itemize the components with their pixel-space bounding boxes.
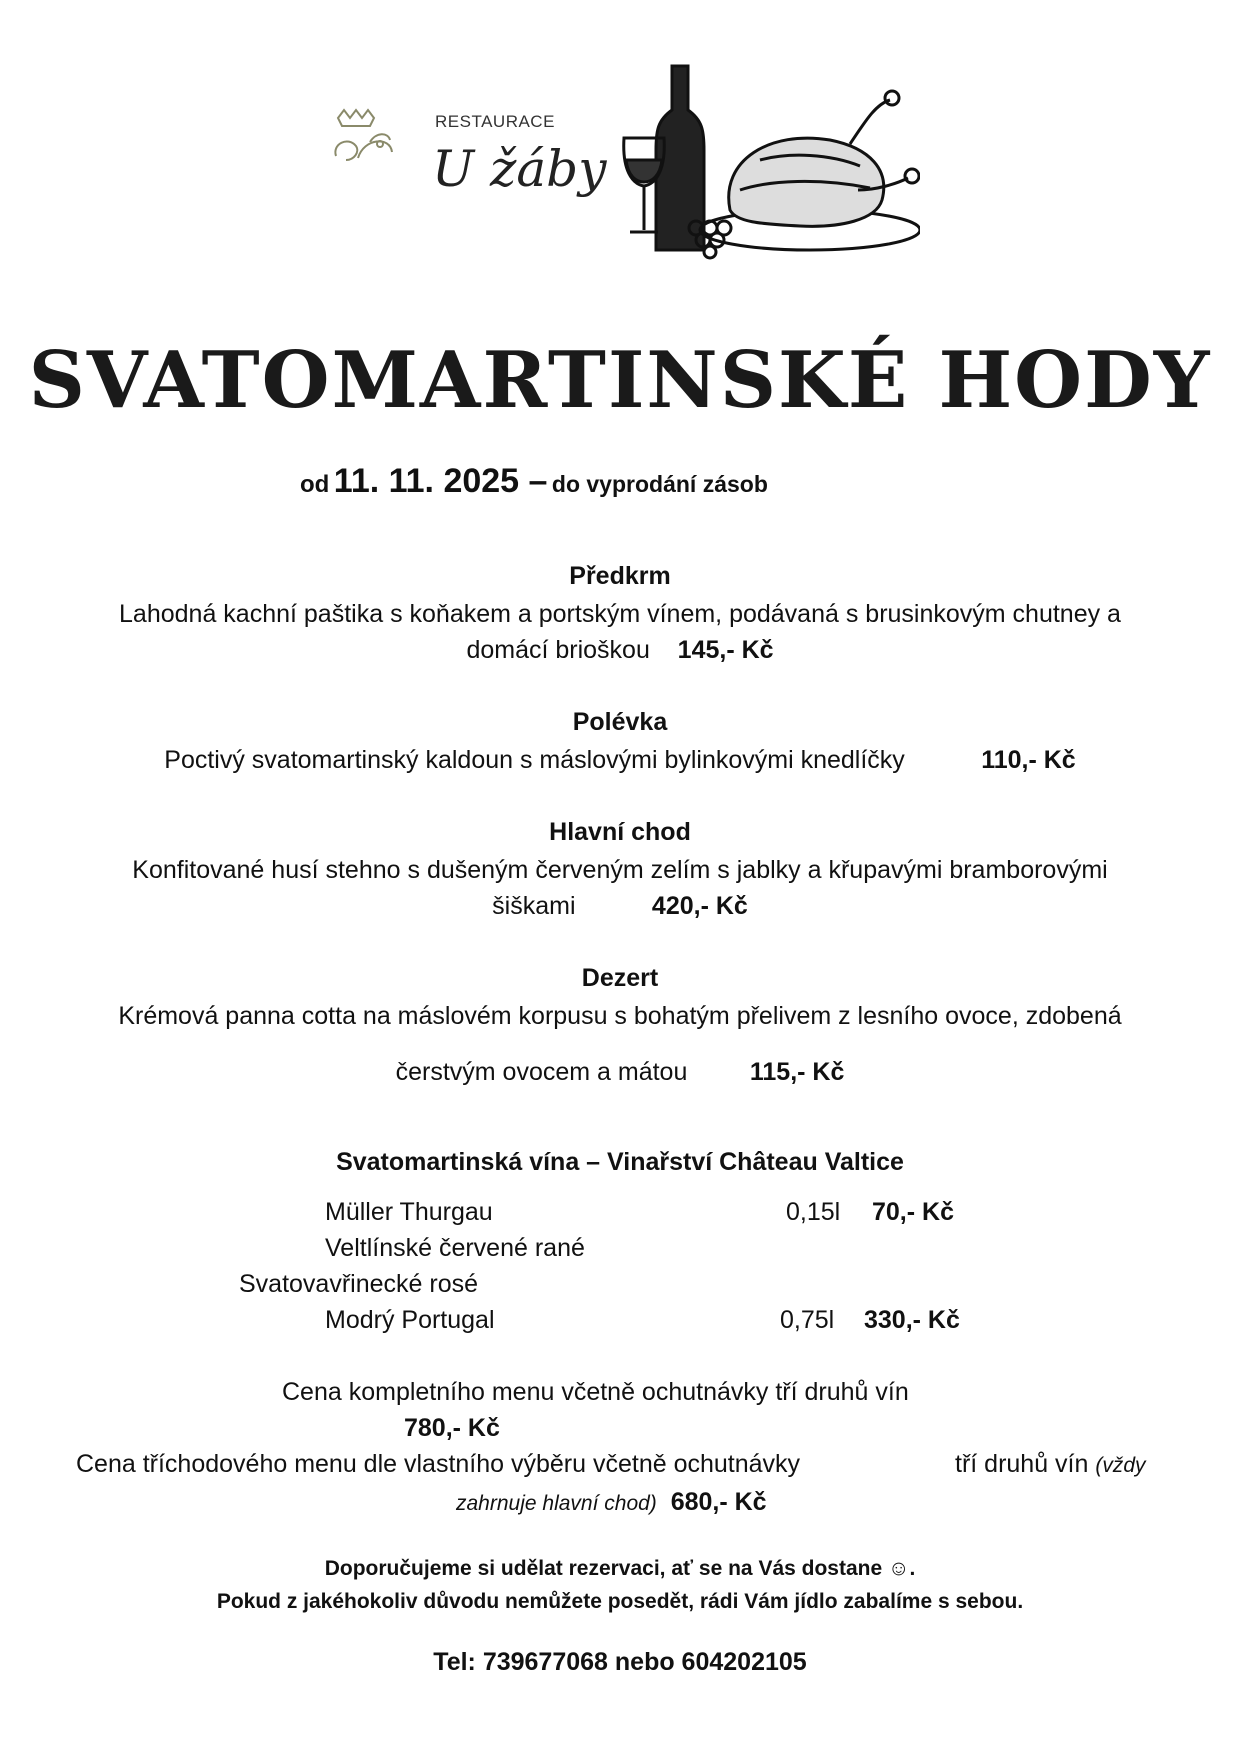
three-course-price-line <box>456 1488 767 1517</box>
date-start: 11. 11. 2025 – <box>333 462 548 500</box>
complete-menu-price: 780,- Kč <box>404 1414 500 1442</box>
course-description: Konfitované husí stehno s dušeným červeným zelím s jablky a křupavými bramborovými <box>132 856 1108 884</box>
course-description-end <box>0 636 1240 665</box>
course-price: 110,- Kč <box>981 746 1076 774</box>
three-course-note-1: (vždy <box>1095 1454 1146 1477</box>
course-heading: Polévka <box>572 708 668 736</box>
course-price: 145,- Kč <box>677 636 774 664</box>
course-description: Krémová panna cotta na máslovém korpusu s bohatým přelivem z lesního ovoce, zdobená <box>118 1002 1122 1030</box>
wine-name: Svatovavřinecké rosé <box>239 1270 479 1298</box>
three-course-text-2a: tří druhů vín <box>955 1450 1089 1478</box>
course-description-row <box>0 746 1240 775</box>
frog-crown-icon <box>335 110 392 160</box>
course-heading: Dezert <box>581 964 659 992</box>
takeaway-note: Pokud z jakéhokoliv důvodu nemůžete posedět, rádi Vám jídlo zabalíme s sebou. <box>216 1590 1024 1613</box>
wine-name: Modrý Portugal <box>325 1306 495 1334</box>
course-price: 420,- Kč <box>651 892 748 920</box>
wine-volume: 0,75l <box>780 1306 835 1334</box>
course-description-end <box>0 1058 1240 1087</box>
course-description-2: šiškami <box>492 892 576 920</box>
wine-name: Müller Thurgau <box>325 1198 493 1226</box>
wine-volume: 0,15l <box>786 1198 841 1226</box>
reservation-note: Doporučujeme si udělat rezervaci, ať se na Vás dostane ☺. <box>324 1557 916 1580</box>
course-heading: Předkrm <box>569 562 671 590</box>
course-heading: Hlavní chod <box>549 818 691 846</box>
logo-restaurace-text: RESTAURACE <box>435 112 555 131</box>
course-description-2: domácí brioškou <box>466 636 650 664</box>
three-course-text: Cena tříchodového menu dle vlastního výběru včetně ochutnávky <box>76 1450 801 1478</box>
course-description-2: čerstvým ovocem a mátou <box>395 1058 688 1086</box>
wines-heading: Svatomartinská vína – Vinařství Château Valtice <box>336 1148 904 1176</box>
wine-price: 330,- Kč <box>864 1306 960 1334</box>
course-price: 115,- Kč <box>749 1058 845 1086</box>
page-title: SVATOMARTINSKÉ HODY <box>28 335 1212 426</box>
course-description-end <box>0 892 1240 921</box>
wine-name: Veltlínské červené rané <box>325 1234 585 1262</box>
three-course-price: 680,- Kč <box>670 1488 767 1516</box>
course-description: Lahodná kachní paštika s koňakem a portským vínem, podávaná s brusinkovým chutney a <box>119 600 1121 628</box>
wine-price: 70,- Kč <box>872 1198 954 1226</box>
phone-line: Tel: 739677068 nebo 604202105 <box>433 1648 807 1676</box>
logo-name-text: U žáby <box>432 140 607 198</box>
wine-and-goose-illustration <box>620 60 920 260</box>
date-line <box>300 462 768 501</box>
course-description: Poctivý svatomartinský kaldoun s máslovými bylinkovými knedlíčky <box>164 746 905 774</box>
date-until: do vyprodání zásob <box>551 471 768 497</box>
three-course-text-2 <box>955 1450 1146 1479</box>
three-course-note-2: zahrnuje hlavní chod) <box>456 1492 657 1515</box>
date-od: od <box>300 471 330 498</box>
complete-menu-text: Cena kompletního menu včetně ochutnávky tří druhů vín <box>282 1378 909 1406</box>
